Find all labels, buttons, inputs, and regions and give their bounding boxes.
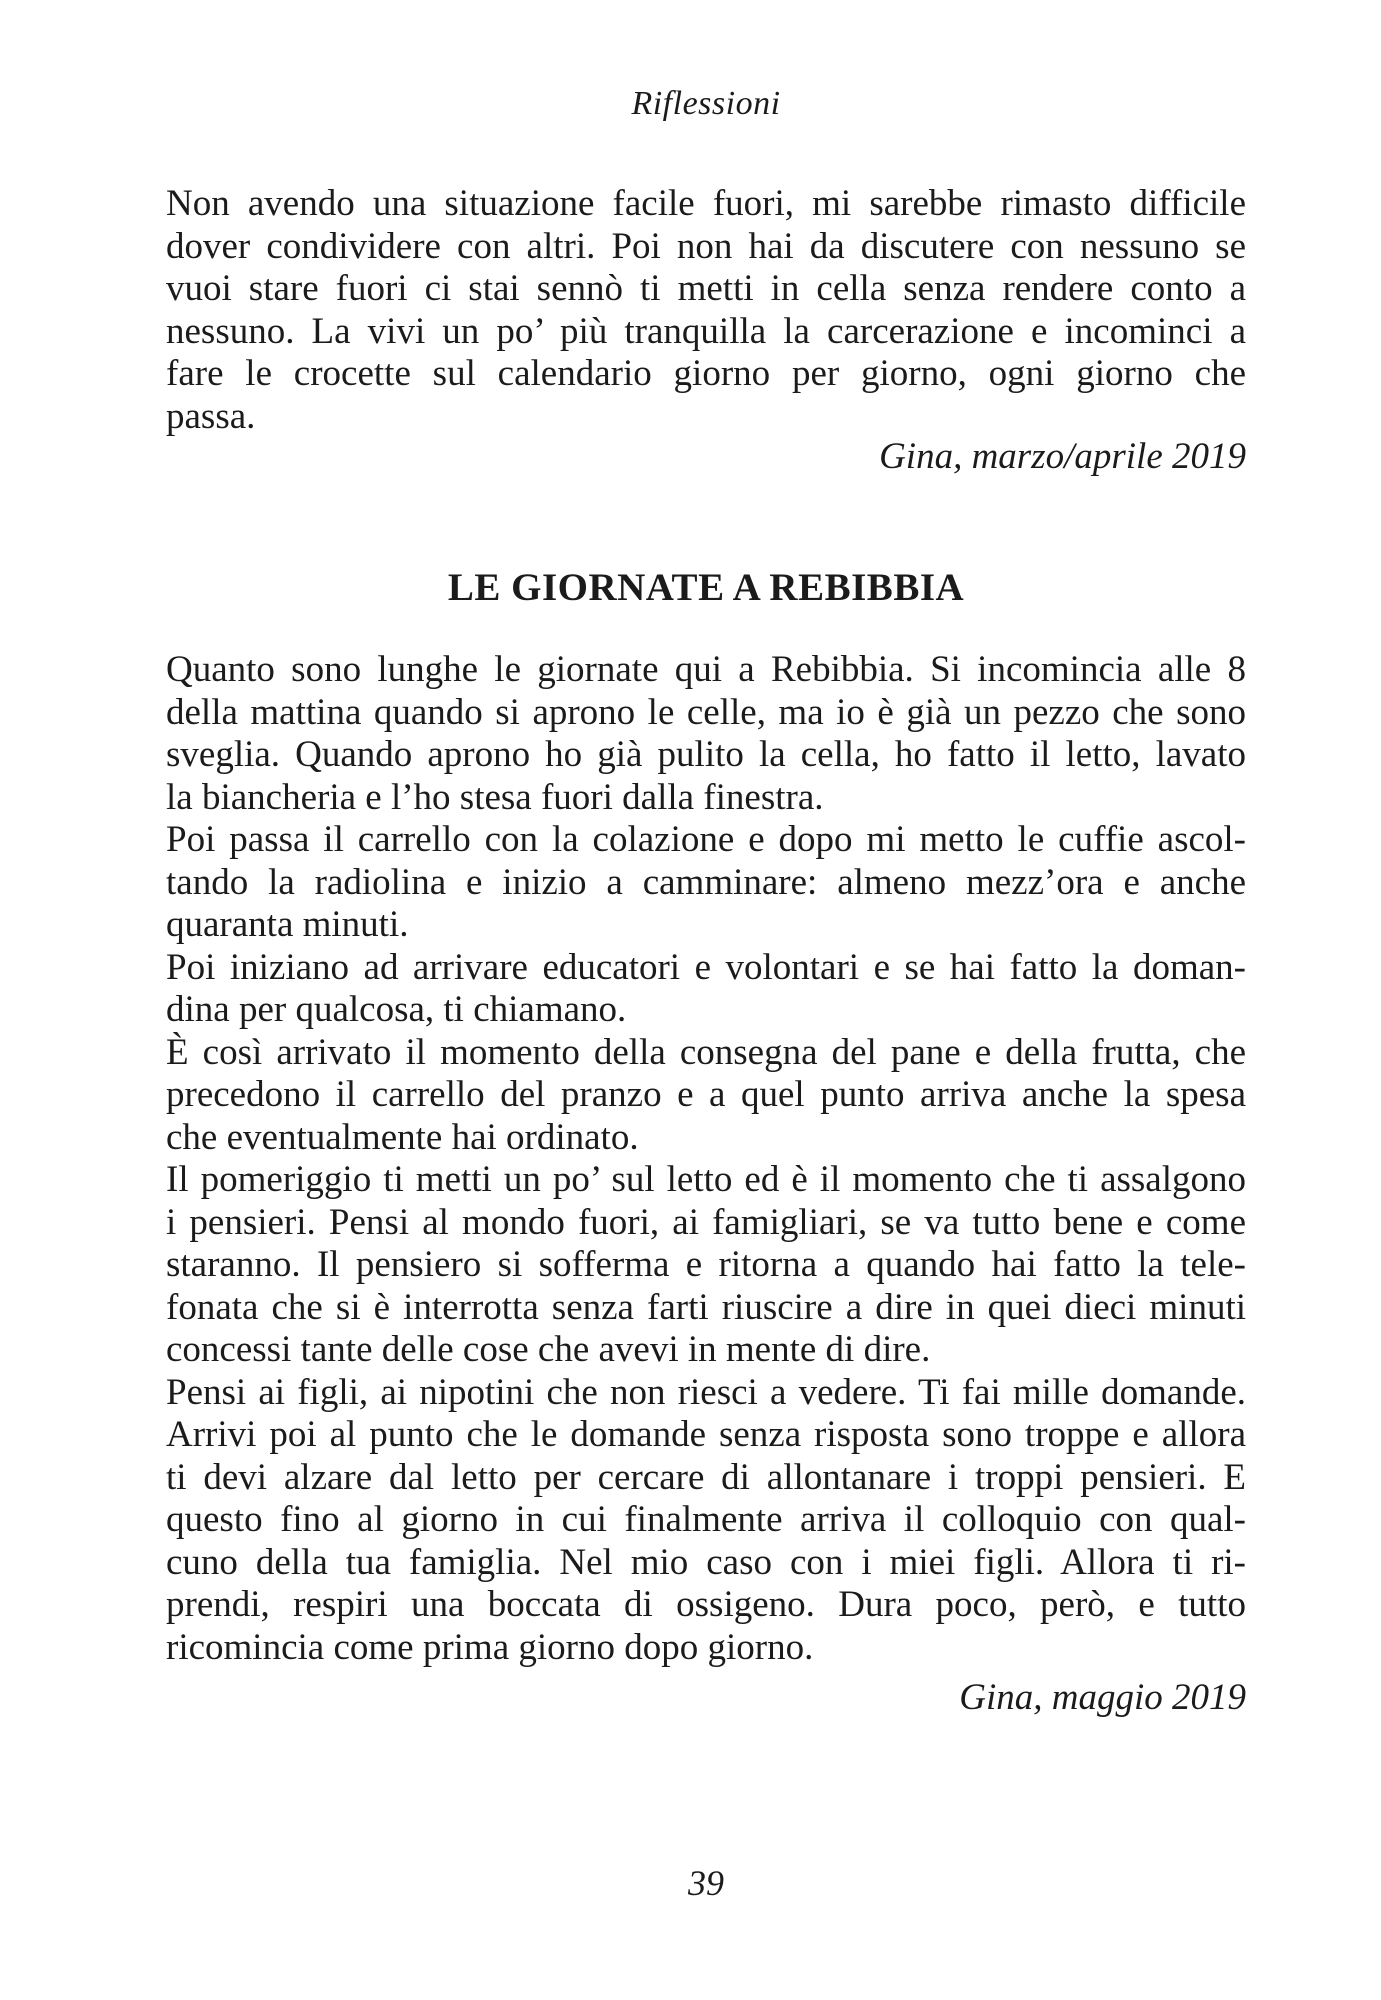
paragraph [166, 819, 1246, 947]
text-line: fonata che si è interrotta senza farti riuscire a dire in quei dieci minuti [166, 1286, 1246, 1328]
text-line: sveglia. Quando aprono ho già pulito la cella, ho fatto il letto, lavato [166, 734, 1246, 775]
text-line: Quanto sono lunghe le giornate qui a Rebibbia. Si incomincia alle 8 [166, 649, 1246, 690]
text-line: dina per qualcosa, ti chiamano. [166, 989, 627, 1030]
text-line: Il pomeriggio ti metti un po’ sul letto ed è il momento che ti assalgono [166, 1159, 1246, 1200]
text-line: che eventualmente hai ordinato. [166, 1116, 639, 1158]
text-line: la biancheria e l’ho stesa fuori dalla finestra. [166, 776, 824, 818]
paragraph [166, 1159, 1246, 1372]
text-line: concessi tante delle cose che avevi in mente di dire. [166, 1329, 931, 1370]
attribution-marzo-aprile: Gina, marzo/aprile 2019 [879, 436, 1246, 477]
text-line: nessuno. La vivi un po’ più tranquilla la carcerazione e incominci a [166, 310, 1246, 352]
text-line: Poi iniziano ad arrivare educatori e volontari e se hai fatto la doman- [166, 946, 1246, 988]
text-line: ricomincia come prima giorno dopo giorno. [166, 1626, 814, 1668]
text-line: Pensi ai figli, ai nipotini che non riesci a vedere. Ti fai mille domande. [166, 1371, 1246, 1413]
text-line: Arrivi poi al punto che le domande senza risposta sono troppe e allora [166, 1414, 1246, 1455]
text-line: Non avendo una situazione facile fuori, mi sarebbe rimasto difficile [166, 183, 1246, 224]
text-line: vuoi stare fuori ci stai sennò ti metti in cella senza rendere conto a [166, 268, 1246, 309]
text-line: i pensieri. Pensi al mondo fuori, ai famigliari, se va tutto bene e come [166, 1201, 1246, 1243]
section-title: LE GIORNATE A REBIBBIA [447, 566, 965, 609]
text-line: prendi, respiri una boccata di ossigeno. Dura poco, però, e tutto [166, 1584, 1246, 1625]
paragraph [166, 649, 1246, 819]
section-paragraph-block [166, 649, 1246, 1669]
running-head: Riflessioni [631, 85, 781, 122]
paragraph [166, 947, 1246, 1032]
text-line: della mattina quando si aprono le celle, ma io è già un pezzo che sono [166, 691, 1246, 733]
text-line: precedono il carrello del pranzo e a quel punto arriva anche la spesa [166, 1074, 1246, 1115]
text-line: staranno. Il pensiero si sofferma e ritorna a quando hai fatto la tele- [166, 1244, 1246, 1285]
paragraph [166, 1372, 1246, 1670]
text-line: cuno della tua famiglia. Nel mio caso con i miei figli. Allora ti ri- [166, 1541, 1246, 1583]
text-line: quaranta minuti. [166, 904, 409, 945]
text-line: dover condividere con altri. Poi non hai da discutere con nessuno se [166, 225, 1246, 267]
text-line: passa. [166, 395, 256, 437]
text-line: fare le crocette sul calendario giorno per giorno, ogni giorno che [166, 353, 1246, 394]
text-line: questo fino al giorno in cui finalmente arriva il colloquio con qual- [166, 1499, 1246, 1540]
paragraph [166, 183, 1246, 438]
text-line: tando la radiolina e inizio a camminare: almeno mezz’ora e anche [166, 861, 1246, 903]
text-line: È così arrivato il momento della consegna del pane e della frutta, che [166, 1031, 1246, 1073]
intro-paragraph-block [166, 183, 1246, 438]
attribution-maggio: Gina, maggio 2019 [959, 1677, 1246, 1718]
text-line: Poi passa il carrello con la colazione e dopo mi metto le cuffie ascol- [166, 819, 1246, 860]
paragraph [166, 1032, 1246, 1160]
page-number: 39 [688, 1863, 724, 1903]
text-line: ti devi alzare dal letto per cercare di allontanare i troppi pensieri. E [166, 1456, 1246, 1498]
